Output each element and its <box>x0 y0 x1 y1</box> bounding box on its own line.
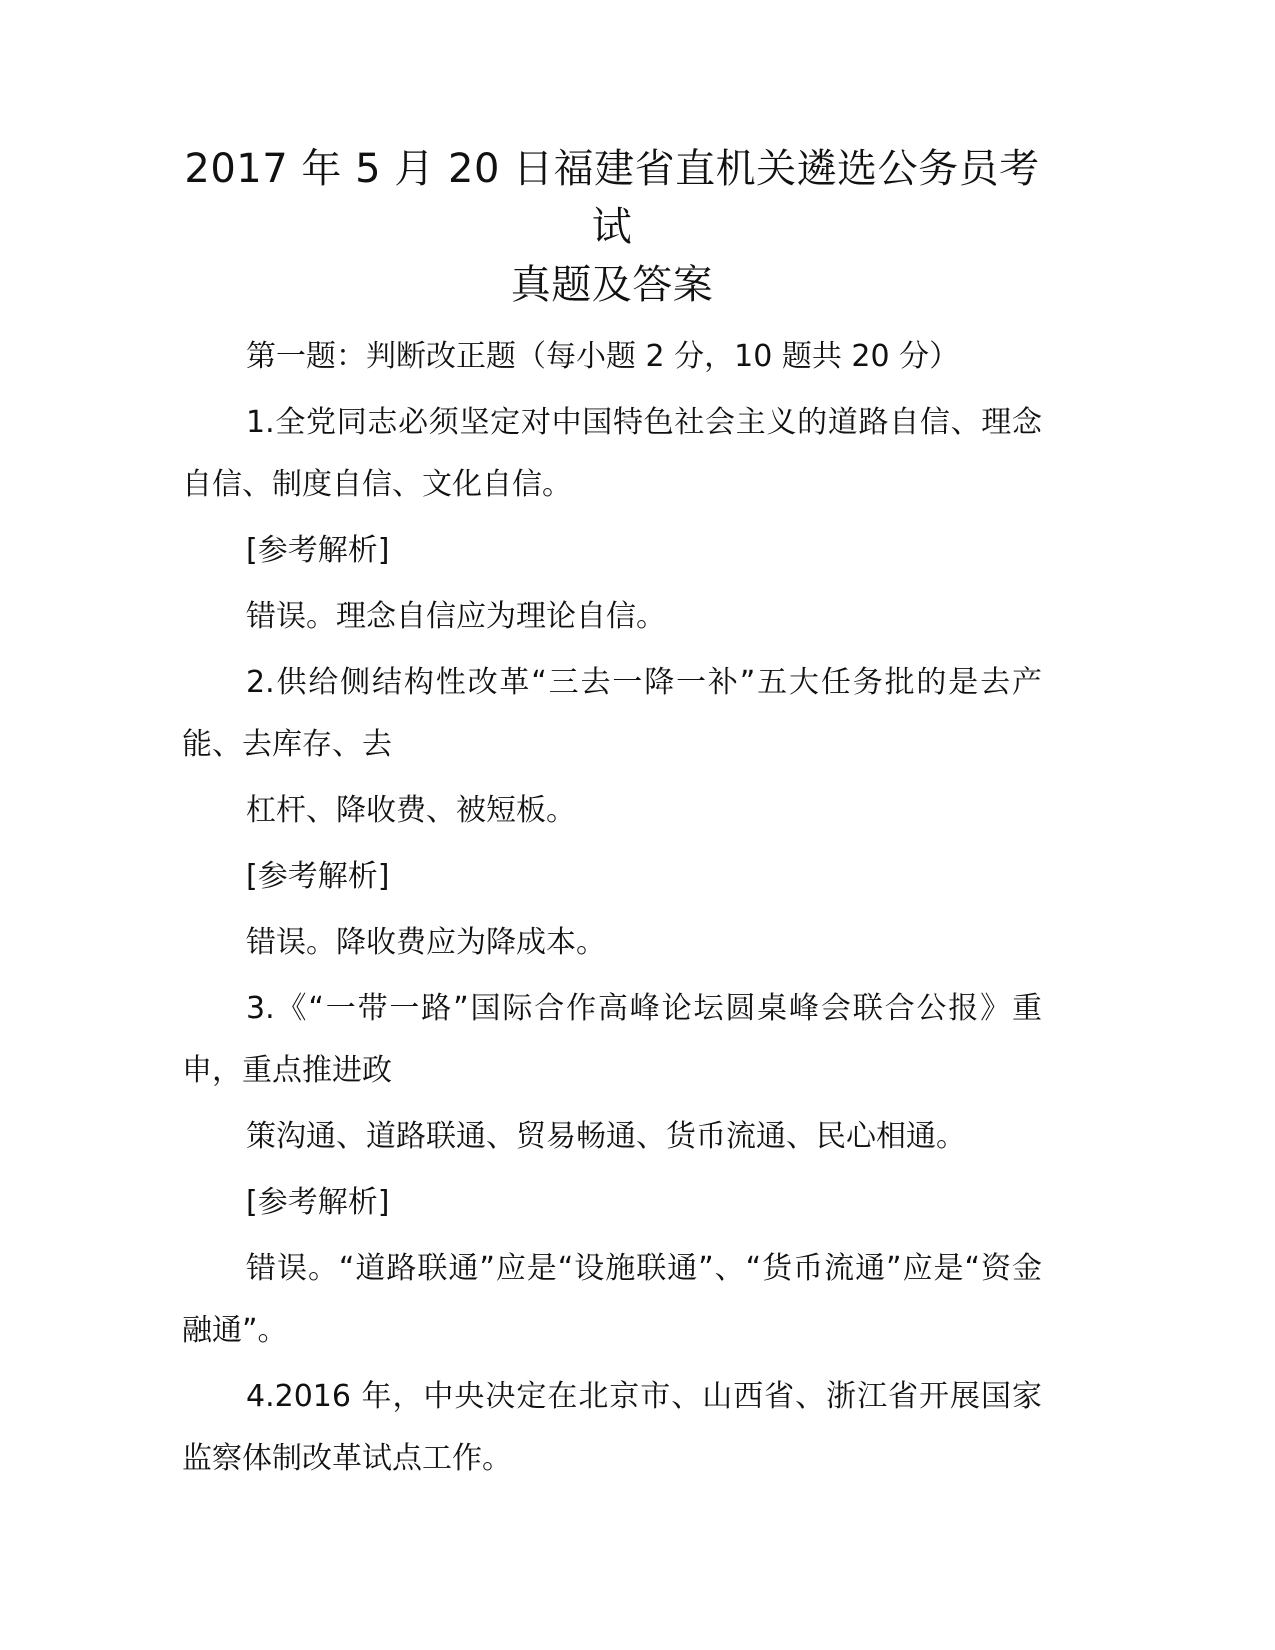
document-body <box>182 140 1042 1494</box>
question-4: 4.2016 年，中央决定在北京市、山西省、浙江省开展国家监察体制改革试点工作。 <box>182 1379 1042 1476</box>
answer-2: 错误。降收费应为降成本。 <box>246 925 606 960</box>
reference-label-1: [参考解析] <box>246 533 390 568</box>
reference-label-3: [参考解析] <box>246 1185 390 1220</box>
section-heading: 第一题：判断改正题（每小题 2 分，10 题共 20 分） <box>246 339 960 374</box>
question-1: 1.全党同志必须坚定对中国特色社会主义的道路自信、理念自信、制度自信、文化自信。 <box>182 405 1042 502</box>
answer-1: 错误。理念自信应为理论自信。 <box>246 599 666 634</box>
title-line-1: 2017 年 5 月 20 日福建省直机关遴选公务员考试 <box>184 146 1040 250</box>
reference-label-2: [参考解析] <box>246 859 390 894</box>
question-3-part-a: 3.《“一带一路”国际合作高峰论坛圆桌峰会联合公报》重申，重点推进政 <box>182 991 1042 1088</box>
document-title <box>182 140 1042 314</box>
question-2-part-b: 杠杆、降收费、被短板。 <box>246 793 576 828</box>
question-2-part-a: 2.供给侧结构性改革“三去一降一补”五大任务批的是去产能、去库存、去 <box>182 665 1042 762</box>
title-line-2: 真题及答案 <box>510 262 714 308</box>
question-3-part-b: 策沟通、道路联通、贸易畅通、货币流通、民心相通。 <box>246 1119 966 1154</box>
answer-3: 错误。“道路联通”应是“设施联通”、“货币流通”应是“资金融通”。 <box>182 1251 1042 1348</box>
